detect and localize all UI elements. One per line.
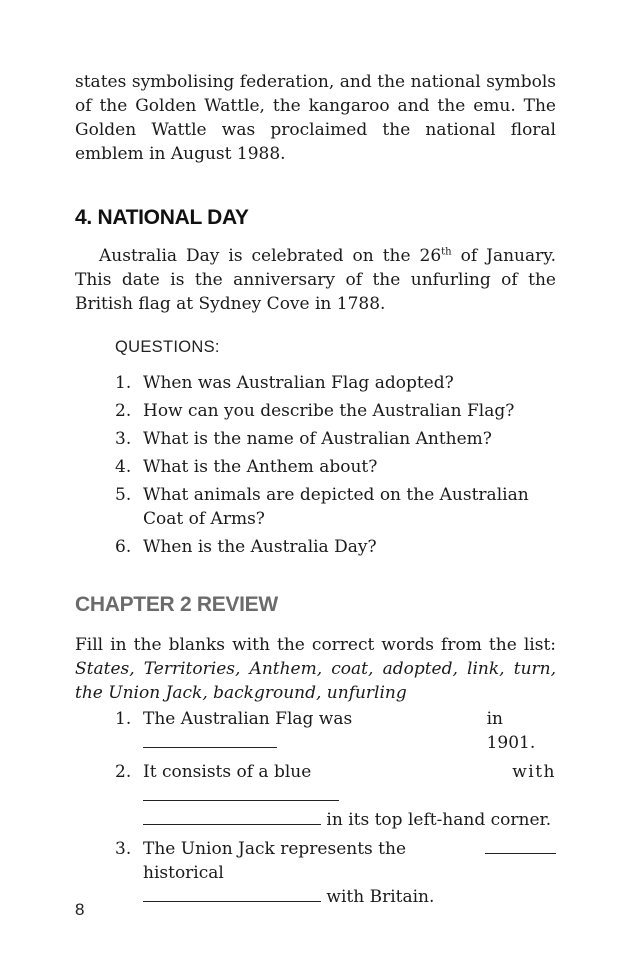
- question-text: What is the Anthem about?: [143, 457, 378, 477]
- question-number: 6.: [115, 537, 132, 557]
- list-item: [115, 427, 556, 451]
- blank-line[interactable]: [485, 837, 556, 854]
- fill-text: It consists of a blue: [143, 762, 312, 782]
- national-day-paragraph: [75, 244, 556, 316]
- question-text: What animals are depicted on the Australian Coat of Arms?: [143, 485, 529, 529]
- fill-text: in its top left-hand corner.: [326, 810, 552, 830]
- list-item: [115, 483, 556, 531]
- list-item: [115, 399, 556, 423]
- fill-in-list: [115, 707, 556, 909]
- blank-line[interactable]: [143, 731, 277, 748]
- ordinal-suffix: th: [441, 246, 452, 258]
- page-content: [75, 70, 556, 914]
- list-item: [115, 760, 556, 832]
- list-item: [115, 837, 556, 909]
- list-item: [115, 455, 556, 479]
- fill-number: 2.: [115, 762, 132, 782]
- fill-text: The Union Jack represents the historical: [143, 839, 407, 883]
- fill-number: 3.: [115, 839, 132, 859]
- fill-number: 1.: [115, 709, 132, 729]
- list-item: [115, 707, 556, 755]
- fill-text: in 1901.: [486, 709, 536, 753]
- question-number: 1.: [115, 373, 132, 393]
- questions-list: [115, 371, 556, 559]
- blank-line[interactable]: [143, 808, 321, 825]
- question-number: 2.: [115, 401, 132, 421]
- questions-label: QUESTIONS:: [115, 338, 220, 356]
- fill-text: with Britain.: [326, 887, 435, 907]
- intro-paragraph: states symbolising federation, and the national symbols of the Golden Wattle, the kangaroo and the emu. The Golden Wattle was proclaimed the national floral emblem in August 1988.: [75, 72, 556, 164]
- question-number: 5.: [115, 485, 132, 505]
- question-text: How can you describe the Australian Flag?: [143, 401, 515, 421]
- blank-line[interactable]: [143, 885, 321, 902]
- blank-line[interactable]: [143, 784, 339, 801]
- chapter-review-heading: CHAPTER 2 REVIEW: [75, 593, 278, 616]
- national-day-text-start: Australia Day is celebrated on the 26: [99, 246, 442, 266]
- national-day-text-end: of January. This date is the anniversary of the unfurling of the British flag at Sydney Cove in 1788.: [75, 246, 556, 314]
- question-text: When was Australian Flag adopted?: [143, 373, 454, 393]
- fill-text: with: [512, 762, 556, 782]
- list-item: [115, 371, 556, 395]
- section-heading-national-day: 4. NATIONAL DAY: [75, 206, 249, 229]
- review-instruction-text: Fill in the blanks with the correct words from the list:: [75, 635, 556, 655]
- review-instructions: [75, 633, 556, 705]
- question-text: What is the name of Australian Anthem?: [143, 429, 492, 449]
- question-number: 4.: [115, 457, 132, 477]
- review-word-list: States, Territories, Anthem, coat, adopted, link, turn, the Union Jack, background, unfurling: [75, 659, 556, 703]
- question-number: 3.: [115, 429, 132, 449]
- list-item: [115, 535, 556, 559]
- page-number: 8: [75, 900, 85, 919]
- fill-text: The Australian Flag was: [143, 709, 353, 729]
- question-text: When is the Australia Day?: [143, 537, 377, 557]
